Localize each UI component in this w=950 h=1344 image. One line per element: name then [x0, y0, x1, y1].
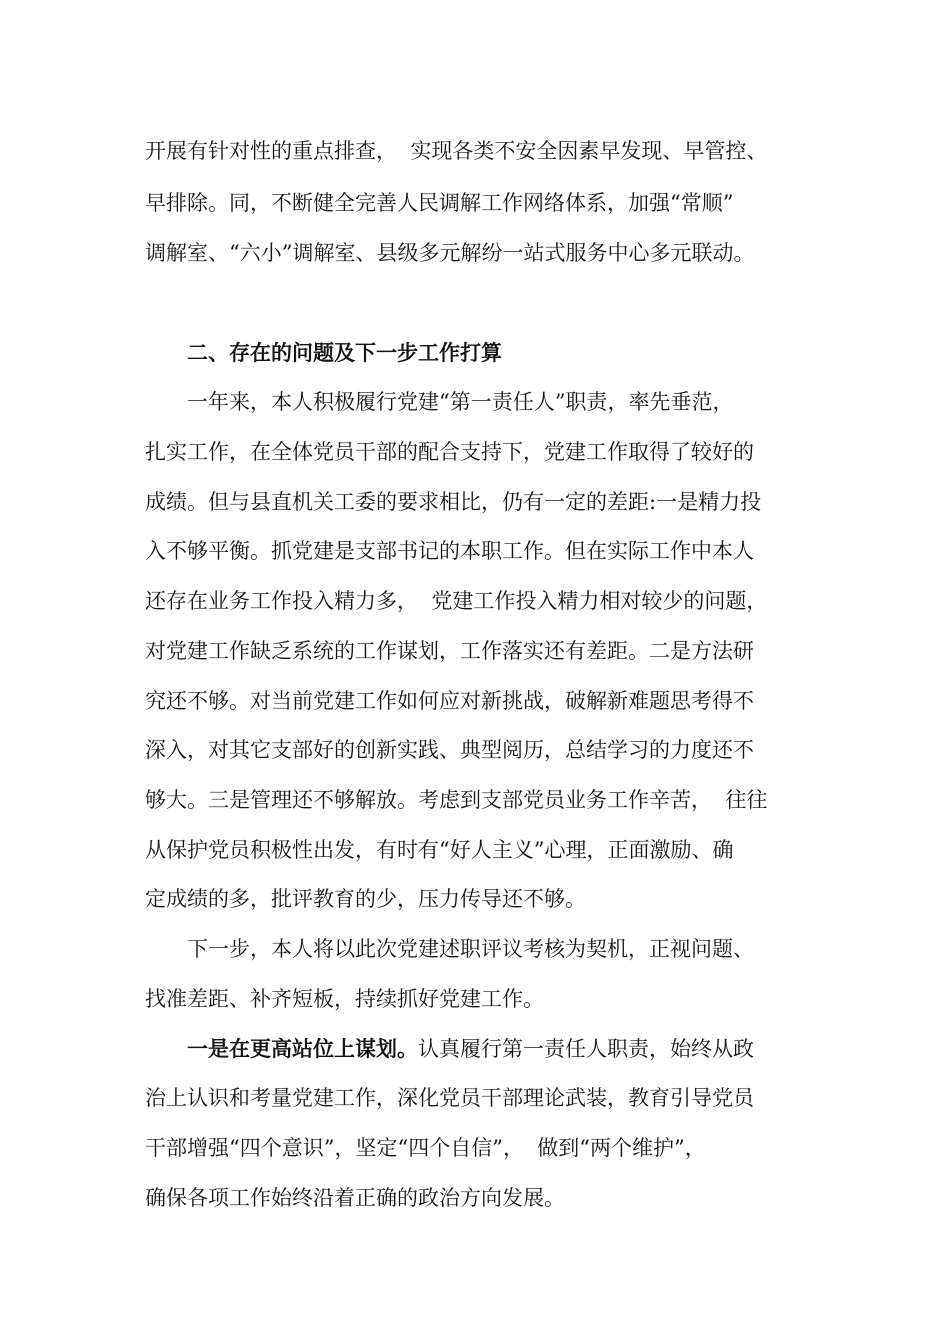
body-line: 调解室、“六小”调解室、县级多元解纷一站式服务中心多元联动。: [145, 241, 755, 265]
body-line: 治上认识和考量党建工作，深化党员干部理论武装，教育引导党员: [145, 1086, 754, 1110]
body-line: 够大。三是管理还不够解放。考虑到支部党员业务工作辛苦， 往往: [145, 788, 768, 812]
body-line: 一年来，本人积极履行党建“第一责任人”职责，率先垂范，: [187, 390, 734, 414]
lead-text: 认真履行第一责任人职责，始终从政: [418, 1037, 754, 1061]
body-line: 对党建工作缺乏系统的工作谋划，工作落实还有差距。二是方法研: [145, 639, 754, 663]
body-line: 找准差距、补齐短板，持续抓好党建工作。: [145, 987, 544, 1011]
body-line: 成绩。但与县直机关工委的要求相比，仍有一定的差距:一是精力投: [145, 490, 762, 514]
body-line: 干部增强“四个意识”，坚定“四个自信”， 做到“两个维护”，: [145, 1136, 706, 1160]
body-line: 深入，对其它支部好的创新实践、典型阅历，总结学习的力度还不: [145, 738, 754, 762]
body-line: 确保各项工作始终沿着正确的政治方向发展。: [145, 1186, 565, 1210]
body-line: 扎实工作，在全体党员干部的配合支持下，党建工作取得了较好的: [145, 440, 754, 464]
body-line: [187, 1034, 754, 1064]
body-line: 从保护党员积极性出发，有时有“好人主义”心理，正面激励、确: [145, 838, 734, 862]
body-line: 开展有针对性的重点排查， 实现各类不安全因素早发现、早管控、: [145, 139, 768, 163]
body-line: 定成绩的多，批评教育的少，压力传导还不够。: [145, 887, 586, 911]
body-line: 入不够平衡。抓党建是支部书记的本职工作。但在实际工作中本人: [145, 539, 754, 563]
section-heading: 二、存在的问题及下一步工作打算: [187, 340, 502, 365]
body-line: 还存在业务工作投入精力多， 党建工作投入精力相对较少的问题，: [145, 589, 768, 613]
body-line: 早排除。同，不断健全完善人民调解工作网络体系，加强“常顺”: [145, 191, 734, 215]
body-line: 下一步，本人将以此次党建述职评议考核为契机，正视问题、: [187, 937, 754, 961]
bold-lead: 一是在更高站位上谋划。: [187, 1036, 418, 1061]
body-line: 究还不够。对当前党建工作如何应对新挑战，破解新难题思考得不: [145, 689, 754, 713]
